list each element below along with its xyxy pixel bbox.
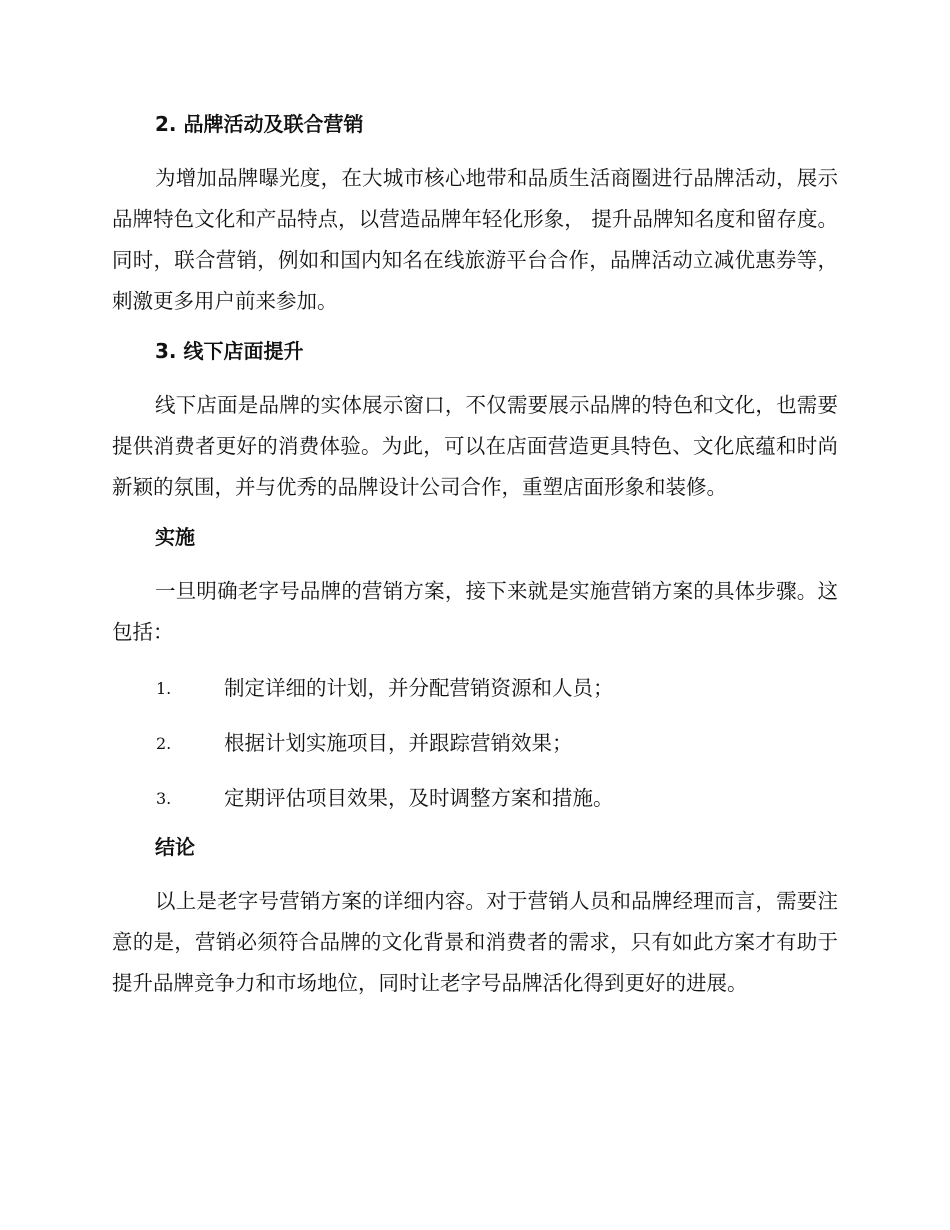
- section-paragraph: 为增加品牌曝光度，在大城市核心地带和品质生活商圈进行品牌活动，展示品牌特色文化和产品特点，以营造品牌年轻化形象， 提升品牌知名度和留存度。同时，联合营销，例如和国内知名在线旅游平台合作，品牌活动立减优惠券等，刺激更多用户前来参加。: [112, 166, 838, 313]
- section-offline-store: [112, 337, 838, 508]
- section-conclusion: [112, 833, 838, 1004]
- list-item-text: 制定详细的计划，并分配营销资源和人员；: [224, 676, 614, 700]
- section-paragraph: 一旦明确老字号品牌的营销方案，接下来就是实施营销方案的具体步骤。这包括：: [112, 579, 838, 644]
- section-heading: 实施: [155, 525, 195, 549]
- section-implementation: [112, 523, 838, 819]
- list-item: [112, 668, 838, 709]
- section-paragraph: 线下店面是品牌的实体展示窗口，不仅需要展示品牌的特色和文化，也需要提供消费者更好的消费体验。为此，可以在店面营造更具特色、文化底蕴和时尚新颖的氛围，并与优秀的品牌设计公司合作，重塑店面形象和装修。: [112, 393, 838, 499]
- list-item-number: 1.: [156, 679, 172, 698]
- list-item: [112, 723, 838, 764]
- section-paragraph: 以上是老字号营销方案的详细内容。对于营销人员和品牌经理而言，需要注意的是，营销必须符合品牌的文化背景和消费者的需求，只有如此方案才有助于提升品牌竞争力和市场地位，同时让老字号品牌活化得到更好的进展。: [112, 889, 838, 995]
- list-item-number: 3.: [156, 789, 172, 808]
- list-item-number: 2.: [156, 734, 172, 753]
- section-brand-activities: [112, 110, 838, 322]
- implementation-steps-list: [112, 668, 838, 819]
- section-heading: 2. 品牌活动及联合营销: [155, 112, 364, 136]
- section-heading: 结论: [155, 835, 195, 859]
- list-item-text: 根据计划实施项目，并跟踪营销效果；: [224, 731, 573, 755]
- section-heading: 3. 线下店面提升: [155, 339, 304, 363]
- list-item: [112, 778, 838, 819]
- list-item-text: 定期评估项目效果，及时调整方案和措施。: [224, 786, 614, 810]
